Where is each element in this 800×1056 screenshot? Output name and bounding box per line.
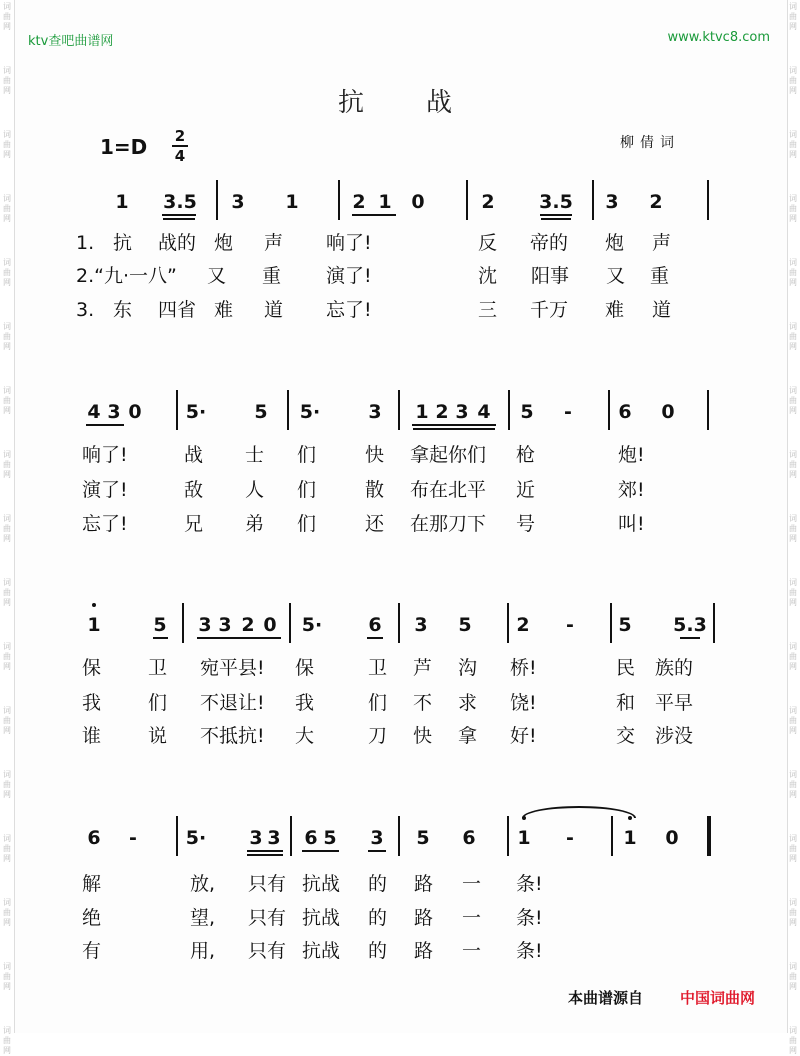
lyric-syllable: 只有	[248, 873, 287, 895]
jianpu-note: 2	[435, 401, 449, 423]
barline	[610, 603, 612, 643]
lyric-syllable: 千万	[530, 299, 569, 321]
lyric-syllable: 布在北平	[410, 479, 487, 501]
side-watermark-text: 词曲网	[789, 130, 797, 159]
barline	[398, 603, 400, 643]
lyric-syllable: 谁	[82, 725, 102, 747]
lyric-syllable: 近	[516, 479, 536, 501]
jianpu-note: 5.3	[673, 614, 707, 636]
lyric-syllable: 饶!	[510, 692, 537, 714]
note-underline	[197, 637, 281, 639]
side-watermark-text: 词曲网	[789, 770, 797, 799]
barline	[289, 603, 291, 643]
lyric-syllable: 们	[297, 513, 317, 535]
jianpu-note: 3	[414, 614, 428, 636]
side-watermark-text: 词曲网	[789, 66, 797, 95]
lyric-syllable: 东	[113, 299, 133, 321]
note-underline	[368, 850, 386, 852]
jianpu-note: 5	[618, 614, 632, 636]
barline	[182, 603, 184, 643]
lyric-syllable: 抗	[113, 232, 133, 254]
lyric-syllable: 帝的	[530, 232, 569, 254]
side-watermark-text: 词曲网	[789, 194, 797, 223]
lyric-syllable: 抗战	[302, 940, 341, 962]
lyric-syllable: 望,	[190, 907, 216, 929]
note-underline	[413, 428, 495, 430]
lyric-syllable: 条!	[516, 873, 543, 895]
lyric-syllable: 涉没	[655, 725, 694, 747]
side-watermark-text: 词曲网	[3, 194, 11, 223]
lyric-syllable: 演了!	[326, 265, 372, 287]
lyric-syllable: 不抵抗!	[200, 725, 265, 747]
side-watermark-text: 词曲网	[789, 386, 797, 415]
lyric-syllable: 声	[264, 232, 284, 254]
lyric-syllable: 的	[368, 873, 388, 895]
jianpu-note: 6	[462, 827, 476, 849]
barline	[508, 390, 510, 430]
jianpu-note: 0	[661, 401, 675, 423]
lyricist-credit: 柳倩词	[620, 135, 680, 151]
lyric-syllable: 号	[516, 513, 536, 535]
side-watermark-text: 词曲网	[3, 834, 11, 863]
lyric-syllable: 说	[148, 725, 168, 747]
jianpu-note: 3.5	[539, 191, 573, 213]
side-watermark-text: 词曲网	[3, 450, 11, 479]
side-watermark-text: 词曲网	[789, 578, 797, 607]
side-watermark-text: 词曲网	[789, 450, 797, 479]
lyric-syllable: 我	[295, 692, 315, 714]
barline	[398, 390, 400, 430]
lyric-syllable: 快	[413, 725, 433, 747]
footer-brand-text: 中国词曲网	[680, 989, 756, 1007]
lyric-syllable: 在那刀下	[410, 513, 487, 535]
lyric-syllable: 沈	[478, 265, 498, 287]
jianpu-note: 0	[665, 827, 679, 849]
side-watermark-text: 词曲网	[3, 386, 11, 415]
jianpu-note: 5	[520, 401, 534, 423]
jianpu-note: 5	[416, 827, 430, 849]
final-barline	[707, 816, 711, 856]
jianpu-note: 1	[285, 191, 299, 213]
jianpu-note: 5·	[185, 827, 207, 849]
barline	[287, 390, 289, 430]
lyric-syllable: 炮	[214, 232, 234, 254]
lyric-syllable: 还	[365, 513, 385, 535]
side-watermark-text: 词曲网	[3, 578, 11, 607]
lyric-syllable: 三	[478, 299, 498, 321]
jianpu-note: -	[566, 614, 574, 636]
lyric-syllable: 郊!	[618, 479, 645, 501]
jianpu-note: 1	[623, 827, 637, 849]
lyric-syllable: 卫	[148, 657, 168, 679]
lyric-syllable: 交	[616, 725, 636, 747]
jianpu-note: 6	[304, 827, 318, 849]
lyric-syllable: 绝	[82, 907, 102, 929]
side-watermark-right	[786, 0, 800, 1055]
lyric-syllable: 人	[245, 479, 265, 501]
jianpu-note: 1	[87, 614, 101, 636]
jianpu-note: 3	[605, 191, 619, 213]
side-watermark-text: 词曲网	[3, 898, 11, 927]
jianpu-note: -	[566, 827, 574, 849]
lyric-syllable: 们	[297, 444, 317, 466]
lyric-syllable: 条!	[516, 940, 543, 962]
lyric-syllable: 不退让!	[200, 692, 265, 714]
jianpu-note: 2	[241, 614, 255, 636]
side-watermark-text: 词曲网	[789, 898, 797, 927]
barline	[338, 180, 340, 220]
footer-source-text: 本曲谱源自	[568, 989, 644, 1007]
lyric-syllable: 的	[368, 940, 388, 962]
lyric-syllable: 的	[368, 907, 388, 929]
barline	[398, 816, 400, 856]
lyric-syllable: 3.	[76, 299, 95, 321]
lyric-syllable: 刀	[368, 725, 388, 747]
jianpu-note: 5·	[299, 401, 321, 423]
jianpu-note: 3	[455, 401, 469, 423]
jianpu-note: 2	[649, 191, 663, 213]
lyric-syllable: 重	[262, 265, 282, 287]
side-watermark-text: 词曲网	[789, 962, 797, 991]
jianpu-note: 5·	[301, 614, 323, 636]
side-watermark-text: 词曲网	[3, 706, 11, 735]
lyric-syllable: 们	[368, 692, 388, 714]
side-watermark-text: 词曲网	[3, 514, 11, 543]
barline	[507, 816, 509, 856]
lyric-syllable: 卫	[368, 657, 388, 679]
lyric-syllable: 好!	[510, 725, 537, 747]
lyric-syllable: 战	[184, 444, 204, 466]
jianpu-note: 3	[107, 401, 121, 423]
jianpu-note: 5	[458, 614, 472, 636]
lyric-syllable: 难	[605, 299, 625, 321]
jianpu-note: 5	[153, 614, 167, 636]
lyric-syllable: 散	[365, 479, 385, 501]
jianpu-note: 6	[368, 614, 382, 636]
note-underline	[247, 854, 283, 856]
lyric-syllable: 保	[295, 657, 315, 679]
lyric-syllable: 放,	[190, 873, 216, 895]
side-watermark-text: 词曲网	[3, 962, 11, 991]
side-watermark-left	[0, 0, 14, 1055]
lyric-syllable: 反	[478, 232, 498, 254]
barline	[611, 816, 613, 856]
lyric-syllable: 一	[462, 873, 482, 895]
note-underline	[680, 637, 700, 639]
jianpu-note: 6	[87, 827, 101, 849]
lyric-syllable: 叫!	[618, 513, 645, 535]
lyric-syllable: 不	[413, 692, 433, 714]
note-underline	[352, 214, 396, 216]
lyric-syllable: 1.	[76, 232, 95, 254]
jianpu-note: 3	[368, 401, 382, 423]
barline	[592, 180, 594, 220]
jianpu-note: 2	[481, 191, 495, 213]
lyric-syllable: 难	[214, 299, 234, 321]
jianpu-note: 5·	[185, 401, 207, 423]
time-signature	[172, 128, 188, 164]
lyric-syllable: 宛平县!	[200, 657, 265, 679]
lyric-syllable: 拿	[458, 725, 478, 747]
lyric-syllable: 抗战	[302, 873, 341, 895]
lyric-syllable: 芦	[413, 657, 433, 679]
lyric-syllable: 只有	[248, 907, 287, 929]
jianpu-note: 3	[267, 827, 281, 849]
barline	[707, 390, 709, 430]
lyric-syllable: 炮!	[618, 444, 645, 466]
note-underline	[153, 637, 168, 639]
barline	[466, 180, 468, 220]
jianpu-note: 5	[254, 401, 268, 423]
note-underline	[540, 214, 572, 216]
lyric-syllable: 炮	[605, 232, 625, 254]
lyric-syllable: 弟	[245, 513, 265, 535]
note-underline	[162, 214, 196, 216]
side-watermark-text: 词曲网	[789, 322, 797, 351]
lyric-syllable: 大	[295, 725, 315, 747]
side-watermark-text: 词曲网	[789, 2, 797, 31]
note-underline	[86, 424, 124, 426]
lyric-syllable: 族的	[655, 657, 694, 679]
lyric-syllable: 响了!	[82, 444, 128, 466]
barline	[507, 603, 509, 643]
lyric-syllable: 民	[616, 657, 636, 679]
jianpu-note: 4	[477, 401, 491, 423]
lyric-syllable: 只有	[248, 940, 287, 962]
lyric-syllable: 路	[414, 940, 434, 962]
lyric-syllable: 四省	[158, 299, 197, 321]
barline	[707, 180, 709, 220]
side-watermark-text: 词曲网	[789, 642, 797, 671]
lyric-syllable: 沟	[458, 657, 478, 679]
note-underline	[247, 850, 283, 852]
lyric-syllable: 敌	[184, 479, 204, 501]
barline	[608, 390, 610, 430]
side-watermark-text: 词曲网	[3, 66, 11, 95]
jianpu-note: 1	[415, 401, 429, 423]
lyric-syllable: 路	[414, 873, 434, 895]
lyric-syllable: 用,	[190, 940, 216, 962]
jianpu-note: 0	[128, 401, 142, 423]
jianpu-note: 3	[370, 827, 384, 849]
site-name-watermark: ktv查吧曲谱网	[28, 34, 114, 49]
song-title: 抗战	[337, 88, 514, 118]
lyric-syllable: 快	[365, 444, 385, 466]
lyric-syllable: 条!	[516, 907, 543, 929]
lyric-syllable: 演了!	[82, 479, 128, 501]
lyric-syllable: 和	[616, 692, 636, 714]
lyric-syllable: 枪	[516, 444, 536, 466]
lyric-syllable: 求	[458, 692, 478, 714]
lyric-syllable: 道	[652, 299, 672, 321]
lyric-syllable: 抗战	[302, 907, 341, 929]
jianpu-note: 3	[249, 827, 263, 849]
barline	[176, 816, 178, 856]
side-watermark-text: 词曲网	[3, 642, 11, 671]
lyric-syllable: 2.“九·一八”	[76, 265, 177, 287]
time-signature-top: 2	[174, 127, 186, 145]
key-signature: 1=D	[100, 135, 148, 159]
site-url-watermark: www.ktvc8.com	[667, 30, 770, 45]
lyric-syllable: 桥!	[510, 657, 537, 679]
lyric-syllable: 有	[82, 940, 102, 962]
jianpu-note: 6	[618, 401, 632, 423]
lyric-syllable: 我	[82, 692, 102, 714]
jianpu-note: 2	[516, 614, 530, 636]
lyric-syllable: 道	[264, 299, 284, 321]
lyric-syllable: 解	[82, 873, 102, 895]
jianpu-note: 1	[378, 191, 392, 213]
lyric-syllable: 响了!	[326, 232, 372, 254]
lyric-syllable: 路	[414, 907, 434, 929]
note-underline	[302, 850, 339, 852]
jianpu-note: -	[129, 827, 137, 849]
barline	[216, 180, 218, 220]
note-underline	[367, 637, 383, 639]
side-watermark-text: 词曲网	[789, 706, 797, 735]
barline	[176, 390, 178, 430]
barline	[713, 603, 715, 643]
jianpu-note: 5	[323, 827, 337, 849]
jianpu-note: 0	[263, 614, 277, 636]
lyric-syllable: 平早	[655, 692, 694, 714]
jianpu-note: 1	[517, 827, 531, 849]
lyric-syllable: 士	[245, 444, 265, 466]
jianpu-note: 3	[198, 614, 212, 636]
side-watermark-text: 词曲网	[3, 322, 11, 351]
jianpu-note: 2	[352, 191, 366, 213]
side-watermark-text: 词曲网	[789, 514, 797, 543]
octave-dot	[92, 603, 96, 607]
jianpu-note: 4	[87, 401, 101, 423]
barline	[290, 816, 292, 856]
lyric-syllable: 又	[207, 265, 227, 287]
lyric-syllable: 拿起你们	[410, 444, 487, 466]
lyric-syllable: 兄	[184, 513, 204, 535]
lyric-syllable: 一	[462, 940, 482, 962]
side-watermark-text: 词曲网	[3, 1026, 11, 1055]
side-watermark-text: 词曲网	[3, 2, 11, 31]
jianpu-note: 3	[218, 614, 232, 636]
lyric-syllable: 一	[462, 907, 482, 929]
time-signature-bottom: 4	[174, 146, 186, 165]
note-underline	[412, 424, 496, 426]
side-watermark-text: 词曲网	[3, 130, 11, 159]
lyric-syllable: 重	[650, 265, 670, 287]
lyric-syllable: 又	[606, 265, 626, 287]
lyric-syllable: 忘了!	[82, 513, 128, 535]
jianpu-note: -	[564, 401, 572, 423]
lyric-syllable: 们	[297, 479, 317, 501]
lyric-syllable: 阳事	[531, 265, 570, 287]
note-underline	[163, 218, 195, 220]
side-watermark-text: 词曲网	[789, 834, 797, 863]
jianpu-note: 3	[231, 191, 245, 213]
side-watermark-text: 词曲网	[3, 258, 11, 287]
side-watermark-text: 词曲网	[3, 770, 11, 799]
note-underline	[541, 218, 571, 220]
jianpu-note: 3.5	[163, 191, 197, 213]
lyric-syllable: 保	[82, 657, 102, 679]
side-watermark-text: 词曲网	[789, 258, 797, 287]
jianpu-note: 0	[411, 191, 425, 213]
lyric-syllable: 们	[148, 692, 168, 714]
lyric-syllable: 声	[652, 232, 672, 254]
lyric-syllable: 战的	[158, 232, 197, 254]
jianpu-note: 1	[115, 191, 129, 213]
side-watermark-text: 词曲网	[789, 1026, 797, 1055]
lyric-syllable: 忘了!	[326, 299, 372, 321]
